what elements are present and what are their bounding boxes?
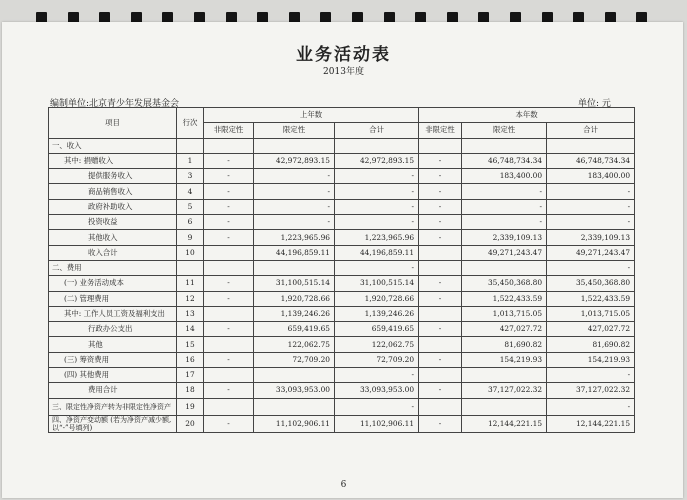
header-previous-year: 上年数 — [204, 108, 419, 123]
cell-curr-unrestricted: - — [419, 383, 462, 398]
cell-prev-restricted: - — [254, 215, 335, 230]
row-number: 16 — [177, 352, 204, 367]
row-number: 15 — [177, 337, 204, 352]
row-label: 其中: 工作人员工资及福利支出 — [49, 306, 177, 321]
header-row-number: 行次 — [177, 108, 204, 139]
cell-curr-restricted — [462, 368, 547, 383]
cell-prev-total: - — [335, 368, 419, 383]
document-year: 2013年度 — [323, 67, 364, 77]
cell-curr-unrestricted — [419, 138, 462, 153]
cell-prev-restricted: 1,139,246.26 — [254, 306, 335, 321]
cell-curr-total: - — [547, 215, 635, 230]
cell-prev-total: - — [335, 169, 419, 184]
cell-curr-total: 35,450,368.80 — [547, 276, 635, 291]
cell-prev-total: - — [335, 199, 419, 214]
cell-curr-total: 154,219.93 — [547, 352, 635, 367]
row-label: 提供服务收入 — [49, 169, 177, 184]
cell-prev-unrestricted: - — [204, 291, 254, 306]
cell-curr-total: 2,339,109.13 — [547, 230, 635, 245]
row-number: 19 — [177, 398, 204, 415]
table-row — [49, 138, 635, 153]
row-number: 10 — [177, 245, 204, 260]
row-label: 一、收入 — [49, 138, 177, 153]
cell-prev-total: - — [335, 184, 419, 199]
cell-prev-unrestricted: - — [204, 215, 254, 230]
cell-prev-total: 659,419.65 — [335, 322, 419, 337]
cell-prev-unrestricted — [204, 337, 254, 352]
table-row — [49, 184, 635, 199]
table-row — [49, 215, 635, 230]
cell-prev-unrestricted — [204, 260, 254, 275]
cell-curr-total: 49,271,243.47 — [547, 245, 635, 260]
row-label: 行政办公支出 — [49, 322, 177, 337]
cell-curr-total: - — [547, 199, 635, 214]
table-row — [49, 276, 635, 291]
cell-prev-restricted — [254, 260, 335, 275]
cell-curr-restricted: 427,027.72 — [462, 322, 547, 337]
cell-curr-total: 37,127,022.32 — [547, 383, 635, 398]
row-number: 9 — [177, 230, 204, 245]
row-label: (二) 管理费用 — [49, 291, 177, 306]
table-row — [49, 398, 635, 415]
cell-curr-restricted — [462, 138, 547, 153]
cell-curr-unrestricted: - — [419, 184, 462, 199]
cell-prev-unrestricted: - — [204, 199, 254, 214]
cell-curr-unrestricted — [419, 368, 462, 383]
cell-curr-unrestricted — [419, 398, 462, 415]
cell-prev-restricted: 72,709.20 — [254, 352, 335, 367]
cell-curr-restricted: 2,339,109.13 — [462, 230, 547, 245]
table-row — [49, 153, 635, 168]
row-label: 投资收益 — [49, 215, 177, 230]
row-number: 20 — [177, 415, 204, 432]
cell-prev-restricted: 122,062.75 — [254, 337, 335, 352]
row-number: 14 — [177, 322, 204, 337]
cell-curr-restricted: 154,219.93 — [462, 352, 547, 367]
table-row — [49, 368, 635, 383]
cell-prev-total: 33,093,953.00 — [335, 383, 419, 398]
table-row — [49, 322, 635, 337]
cell-curr-restricted: 12,144,221.15 — [462, 415, 547, 432]
cell-curr-total: - — [547, 368, 635, 383]
cell-curr-total: 12,144,221.15 — [547, 415, 635, 432]
header-prev-restricted: 限定性 — [254, 123, 335, 138]
cell-prev-total: 42,972,893.15 — [335, 153, 419, 168]
row-number: 18 — [177, 383, 204, 398]
cell-curr-unrestricted: - — [419, 415, 462, 432]
cell-curr-unrestricted: - — [419, 276, 462, 291]
cell-curr-restricted: 1,013,715.05 — [462, 306, 547, 321]
cell-curr-unrestricted: - — [419, 230, 462, 245]
row-label: 其他 — [49, 337, 177, 352]
table-row — [49, 337, 635, 352]
cell-curr-restricted: 81,690.82 — [462, 337, 547, 352]
table-row — [49, 230, 635, 245]
row-label: 四、净资产变动额 (若为净资产减少额, 以“-”号填列) — [49, 415, 177, 432]
row-label: 政府补助收入 — [49, 199, 177, 214]
cell-curr-unrestricted: - — [419, 153, 462, 168]
cell-prev-restricted: 42,972,893.15 — [254, 153, 335, 168]
header-current-year: 本年数 — [419, 108, 635, 123]
cell-prev-total — [335, 138, 419, 153]
cell-prev-unrestricted: - — [204, 169, 254, 184]
cell-prev-restricted: - — [254, 184, 335, 199]
cell-curr-total: - — [547, 398, 635, 415]
row-label: 商品销售收入 — [49, 184, 177, 199]
cell-curr-restricted: 183,400.00 — [462, 169, 547, 184]
cell-curr-unrestricted: - — [419, 322, 462, 337]
cell-prev-unrestricted: - — [204, 184, 254, 199]
header-curr-restricted: 限定性 — [462, 123, 547, 138]
cell-curr-total: 81,690.82 — [547, 337, 635, 352]
row-label: (一) 业务活动成本 — [49, 276, 177, 291]
cell-prev-restricted — [254, 398, 335, 415]
cell-curr-unrestricted: - — [419, 215, 462, 230]
header-item: 项目 — [49, 108, 177, 139]
cell-prev-unrestricted: - — [204, 415, 254, 432]
cell-prev-unrestricted: - — [204, 230, 254, 245]
cell-curr-total: - — [547, 260, 635, 275]
cell-prev-total: - — [335, 260, 419, 275]
cell-curr-restricted — [462, 398, 547, 415]
table-row — [49, 306, 635, 321]
header-prev-unrestricted: 非限定性 — [204, 123, 254, 138]
header-curr-unrestricted: 非限定性 — [419, 123, 462, 138]
cell-prev-unrestricted — [204, 368, 254, 383]
cell-curr-unrestricted — [419, 306, 462, 321]
cell-curr-total: 1,522,433.59 — [547, 291, 635, 306]
row-number — [177, 260, 204, 275]
header-curr-total: 合计 — [547, 123, 635, 138]
cell-prev-unrestricted: - — [204, 352, 254, 367]
cell-prev-restricted: - — [254, 169, 335, 184]
cell-prev-total: - — [335, 398, 419, 415]
table-row — [49, 291, 635, 306]
cell-prev-restricted: - — [254, 199, 335, 214]
cell-prev-unrestricted — [204, 398, 254, 415]
row-number: 3 — [177, 169, 204, 184]
cell-curr-restricted: - — [462, 215, 547, 230]
cell-prev-restricted: 11,102,906.11 — [254, 415, 335, 432]
cell-prev-unrestricted: - — [204, 322, 254, 337]
header-prev-total: 合计 — [335, 123, 419, 138]
cell-curr-unrestricted: - — [419, 169, 462, 184]
table-row — [49, 260, 635, 275]
cell-prev-unrestricted: - — [204, 153, 254, 168]
row-label: 其中: 捐赠收入 — [49, 153, 177, 168]
cell-prev-unrestricted — [204, 245, 254, 260]
cell-prev-restricted: 44,196,859.11 — [254, 245, 335, 260]
row-number: 12 — [177, 291, 204, 306]
cell-prev-restricted — [254, 368, 335, 383]
cell-prev-unrestricted: - — [204, 383, 254, 398]
cell-prev-unrestricted — [204, 306, 254, 321]
compiling-unit: 编制单位:北京青少年发展基金会 — [50, 99, 180, 109]
table-row — [49, 383, 635, 398]
cell-prev-total: 31,100,515.14 — [335, 276, 419, 291]
row-label: (四) 其他费用 — [49, 368, 177, 383]
cell-curr-total: 427,027.72 — [547, 322, 635, 337]
row-number: 4 — [177, 184, 204, 199]
cell-curr-total: 183,400.00 — [547, 169, 635, 184]
row-number: 5 — [177, 199, 204, 214]
cell-curr-restricted: - — [462, 184, 547, 199]
currency-unit: 单位: 元 — [578, 99, 611, 109]
row-label: 收入合计 — [49, 245, 177, 260]
table-row — [49, 352, 635, 367]
cell-curr-total: 46,748,734.34 — [547, 153, 635, 168]
cell-curr-restricted: - — [462, 199, 547, 214]
row-number: 1 — [177, 153, 204, 168]
table-row — [49, 199, 635, 214]
cell-prev-unrestricted — [204, 138, 254, 153]
cell-curr-total: 1,013,715.05 — [547, 306, 635, 321]
row-number: 11 — [177, 276, 204, 291]
cell-prev-total: 72,709.20 — [335, 352, 419, 367]
page-number: 6 — [340, 480, 347, 490]
cell-curr-restricted: 37,127,022.32 — [462, 383, 547, 398]
row-label: 费用合计 — [49, 383, 177, 398]
cell-prev-total: 122,062.75 — [335, 337, 419, 352]
cell-curr-unrestricted: - — [419, 352, 462, 367]
table-row — [49, 169, 635, 184]
cell-prev-restricted: 659,419.65 — [254, 322, 335, 337]
cell-curr-unrestricted: - — [419, 291, 462, 306]
cell-prev-unrestricted: - — [204, 276, 254, 291]
cell-prev-restricted — [254, 138, 335, 153]
row-number: 17 — [177, 368, 204, 383]
cell-curr-unrestricted — [419, 337, 462, 352]
cell-prev-restricted: 1,223,965.96 — [254, 230, 335, 245]
cell-curr-unrestricted: - — [419, 199, 462, 214]
cell-curr-total — [547, 138, 635, 153]
row-label: (三) 筹资费用 — [49, 352, 177, 367]
cell-curr-restricted: 1,522,433.59 — [462, 291, 547, 306]
row-number — [177, 138, 204, 153]
cell-curr-restricted — [462, 260, 547, 275]
cell-prev-total: 1,139,246.26 — [335, 306, 419, 321]
cell-curr-restricted: 35,450,368.80 — [462, 276, 547, 291]
table-row — [49, 245, 635, 260]
cell-curr-restricted: 46,748,734.34 — [462, 153, 547, 168]
row-label: 其他收入 — [49, 230, 177, 245]
cell-curr-total: - — [547, 184, 635, 199]
row-number: 13 — [177, 306, 204, 321]
row-label: 三、限定性净资产转为非限定性净资产 — [49, 398, 177, 415]
cell-curr-unrestricted — [419, 260, 462, 275]
activity-statement-table — [48, 107, 635, 433]
cell-curr-restricted: 49,271,243.47 — [462, 245, 547, 260]
cell-prev-restricted: 1,920,728.66 — [254, 291, 335, 306]
table-row — [49, 415, 635, 432]
document-title: 业务活动表 — [296, 45, 391, 65]
cell-prev-total: 1,920,728.66 — [335, 291, 419, 306]
row-number: 6 — [177, 215, 204, 230]
cell-prev-total: - — [335, 215, 419, 230]
cell-prev-total: 1,223,965.96 — [335, 230, 419, 245]
cell-prev-total: 11,102,906.11 — [335, 415, 419, 432]
cell-prev-restricted: 31,100,515.14 — [254, 276, 335, 291]
cell-prev-total: 44,196,859.11 — [335, 245, 419, 260]
cell-curr-unrestricted — [419, 245, 462, 260]
row-label: 二、费用 — [49, 260, 177, 275]
cell-prev-restricted: 33,093,953.00 — [254, 383, 335, 398]
